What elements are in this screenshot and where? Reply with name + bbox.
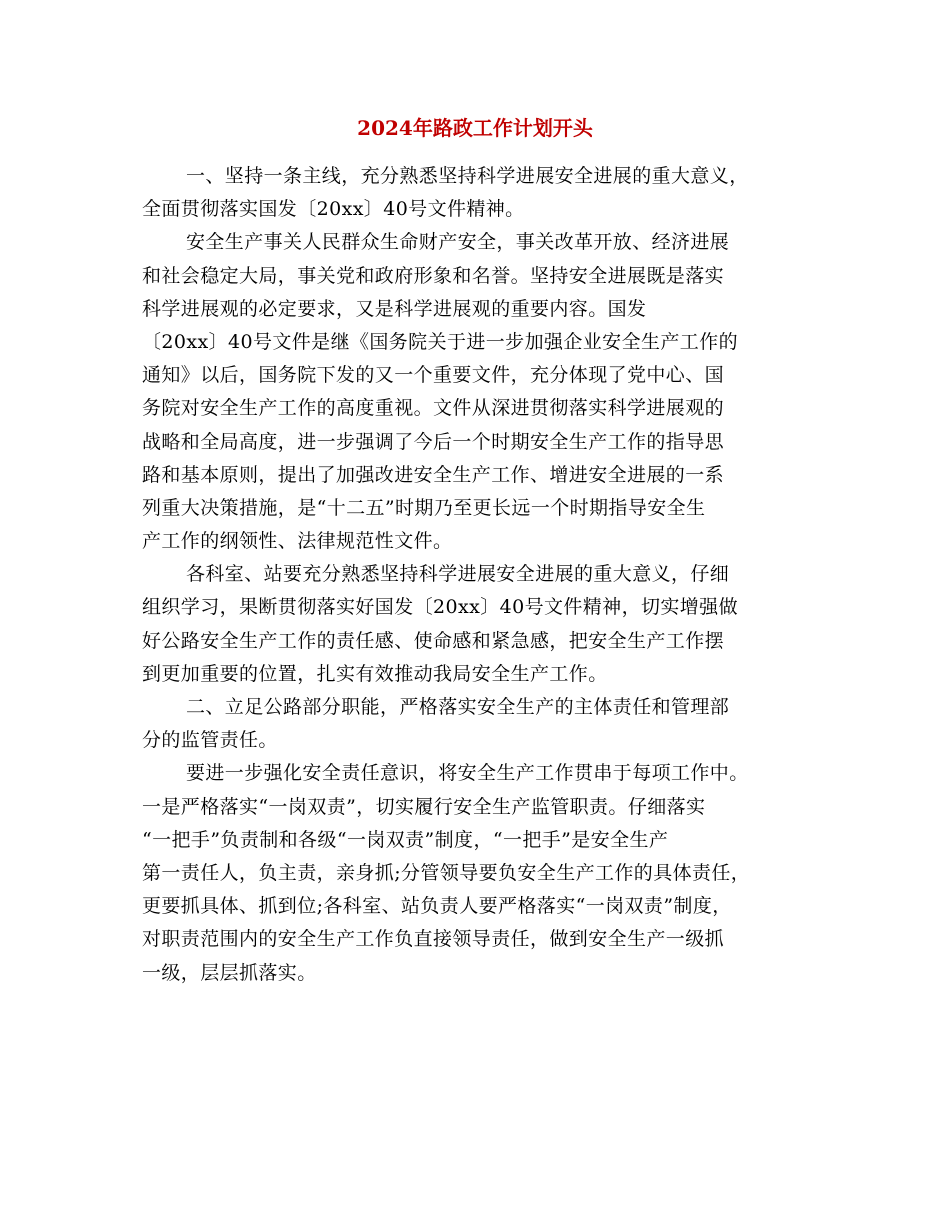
text-line: 要进一步强化安全责任意识，将安全生产工作贯串于每项工作中。 [186,762,749,785]
text-line: 第一责任人，负主责，亲身抓;分管领导要负安全生产工作的具体责任， [142,861,751,884]
text-line: 好公路安全生产工作的责任感、使命感和紧急感，把安全生产工作摆 [142,629,725,652]
text-line: 分的监管责任。 [142,729,278,752]
text-line: 安全生产事关人民群众生命财产安全，事关改革开放、经济进展 [186,231,730,254]
text-line: 科学进展观的必定要求，又是科学进展观的重要内容。国发 [142,297,647,320]
text-line: 一是严格落实“一岗双责”，切实履行安全生产监管职责。仔细落实 [142,795,706,818]
text-line: 列重大决策措施，是“十二五”时期乃至更长远一个时期指导安全生 [142,496,706,519]
text-line: 通知》以后，国务院下发的又一个重要文件，充分体现了党中心、国 [142,364,725,387]
text-line: 二、立足公路部分职能，严格落实安全生产的主体责任和管理部 [186,696,730,718]
text-line: 一级，层层抓落实。 [142,961,317,984]
text-line: 路和基本原则，提出了加强改进安全生产工作、增进安全进展的一系 [142,463,725,486]
text-line: 到更加重要的位置，扎实有效推动我局安全生产工作。 [142,662,608,685]
text-line: 全面贯彻落实国发〔20xx〕40号文件精神。 [142,198,525,221]
text-line: 产工作的纲领性、法律规范性文件。 [142,530,453,553]
text-line: 一、坚持一条主线，充分熟悉坚持科学进展安全进展的重大意义， [186,165,749,187]
text-line: 对职责范围内的安全生产工作负直接领导责任，做到安全生产一级抓 [142,928,725,951]
document-title: 2024年路政工作计划开头 [357,116,593,140]
text-line: 战略和全局高度，进一步强调了今后一个时期安全生产工作的指导思 [142,430,725,453]
text-line: 组织学习，果断贯彻落实好国发〔20xx〕40号文件精神，切实增强做 [142,596,738,619]
text-line: 和社会稳定大局，事关党和政府形象和名誉。坚持安全进展既是落实 [142,264,725,287]
text-line: 更要抓具体、抓到位;各科室、站负责人要严格落实“一岗双责”制度， [142,895,732,918]
text-line: “一把手”负责制和各级“一岗双责”制度，“一把手”是安全生产 [142,828,669,851]
text-line: 〔20xx〕40号文件是继《国务院关于进一步加强企业安全生产工作的 [142,330,738,353]
text-line: 各科室、站要充分熟悉坚持科学进展安全进展的重大意义，仔细 [186,563,730,586]
document-body [142,160,822,990]
text-line: 务院对安全生产工作的高度重视。文件从深进贯彻落实科学进展观的 [142,397,725,420]
